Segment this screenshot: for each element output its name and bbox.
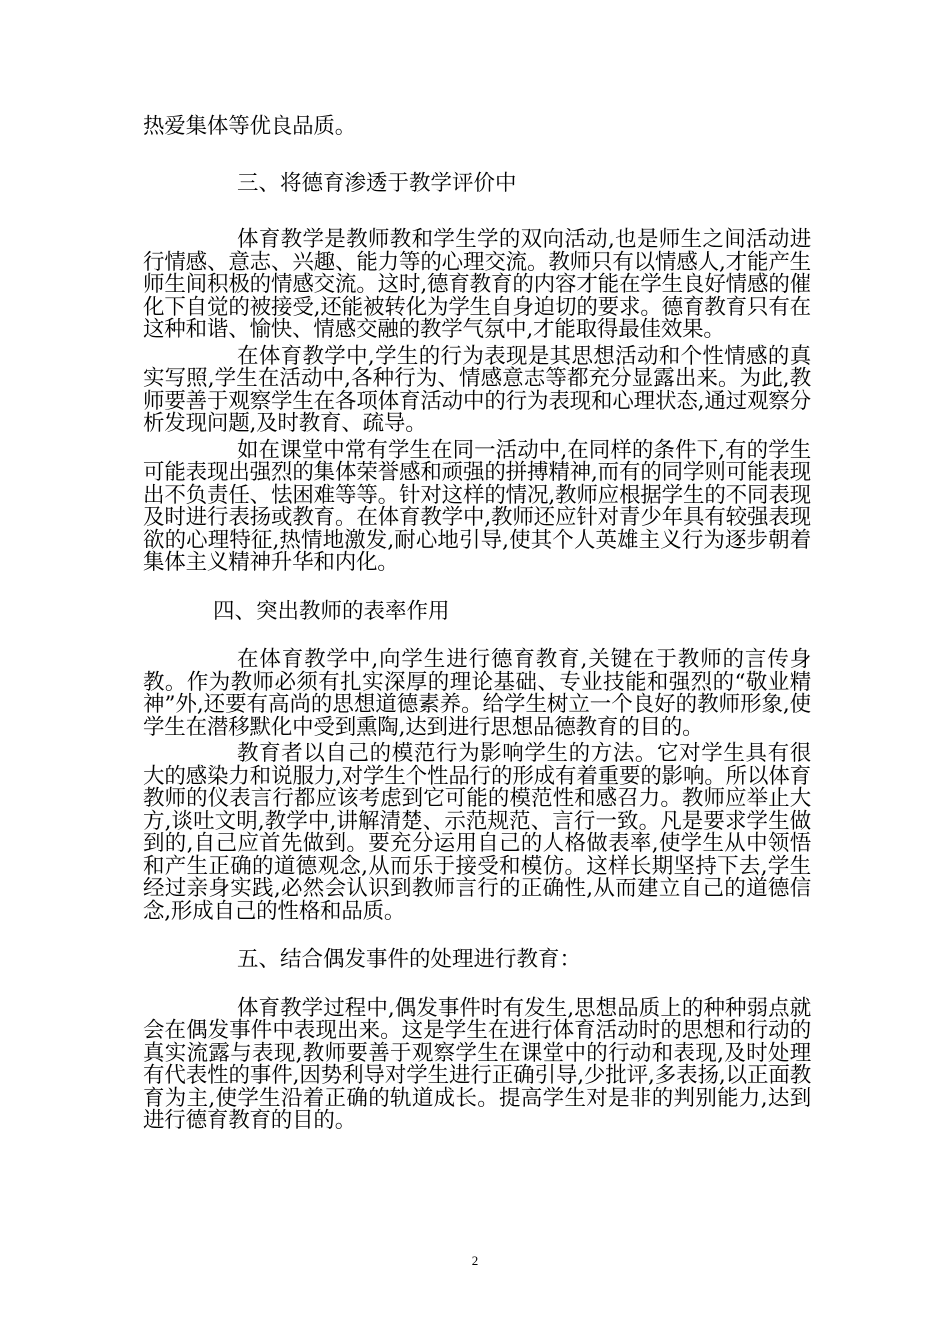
section-heading-4: 四、突出教师的表率作用: [213, 598, 450, 624]
section-heading-5: 五、结合偶发事件的处理进行教育：: [237, 947, 582, 972]
page-number: 2: [471, 1253, 479, 1268]
paragraph-3-1: 体育教学是教师教和学生学的双向活动,也是师生之间活动进行情感、意志、兴趣、能力等的心理交流。教师只有以情感人,才能产生师生间积极的情感交流。这时,德育教育的内容才能在学生良好情感的催化下自觉的被接受,还能被转化为学生自身迫切的要求。德育教育只有在这种和谐、愉快、情感交融的教学气氛中,才能取得最佳效果。: [143, 227, 811, 342]
paragraph-4-1: 在体育教学中,向学生进行德育教育,关键在于教师的言传身教。作为教师必须有扎实深厚的理论基础、专业技能和强烈的“敬业精神”外,还要有高尚的思想道德素养。给学生树立一个良好的教师形象,使学生在潜移默化中受到熏陶,达到进行思想品德教育的目的。: [143, 647, 811, 740]
opening-line: 热爱集体等优良品质。: [143, 114, 357, 139]
paragraph-3-3: 如在课堂中常有学生在同一活动中,在同样的条件下,有的学生可能表现出强烈的集体荣誉感和顽强的拼搏精神,而有的同学则可能表现出不负责任、怯困难等等。针对这样的情况,教师应根据学生的不同表现及时进行表扬或教育。在体育教学中,教师还应针对青少年具有较强表现欲的心理特征,热情地激发,耐心地引导,使其个人英雄主义行为逐步朝着集体主义精神升华和内化。: [143, 437, 811, 575]
paragraph-4-2: 教育者以自己的模范行为影响学生的方法。它对学生具有很大的感染力和说服力,对学生个性品行的形成有着重要的影响。所以体育教师的仪表言行都应该考虑到它可能的模范性和感召力。教师应举止大方,谈吐文明,教学中,讲解清楚、示范规范、言行一致。凡是要求学生做到的,自己应首先做到。要充分运用自己的人格做表率,使学生从中领悟和产生正确的道德观念,从而乐于接受和模仿。这样长期坚持下去,学生经过亲身实践,必然会认识到教师言行的正确性,从而建立自己的道德信念,形成自己的性格和品质。: [143, 741, 811, 924]
paragraph-5-1: 体育教学过程中,偶发事件时有发生,思想品质上的种种弱点就会在偶发事件中表现出来。这是学生在进行体育活动时的思想和行动的真实流露与表现,教师要善于观察学生在课堂中的行动和表现,及时处理有代表性的事件,因势利导对学生进行正确引导,少批评,多表扬,以正面教育为主,使学生沿着正确的轨道成长。提高学生对是非的判别能力,达到进行德育教育的目的。: [143, 995, 811, 1133]
section-heading-3: 三、将德育渗透于教学评价中: [237, 170, 517, 196]
paragraph-3-2: 在体育教学中,学生的行为表现是其思想活动和个性情感的真实写照,学生在活动中,各种行为、情感意志等都充分显露出来。为此,教师要善于观察学生在各项体育活动中的行为表现和心理状态,通过观察分析发现问题,及时教育、疏导。: [143, 343, 811, 436]
document-body: [143, 116, 811, 1133]
